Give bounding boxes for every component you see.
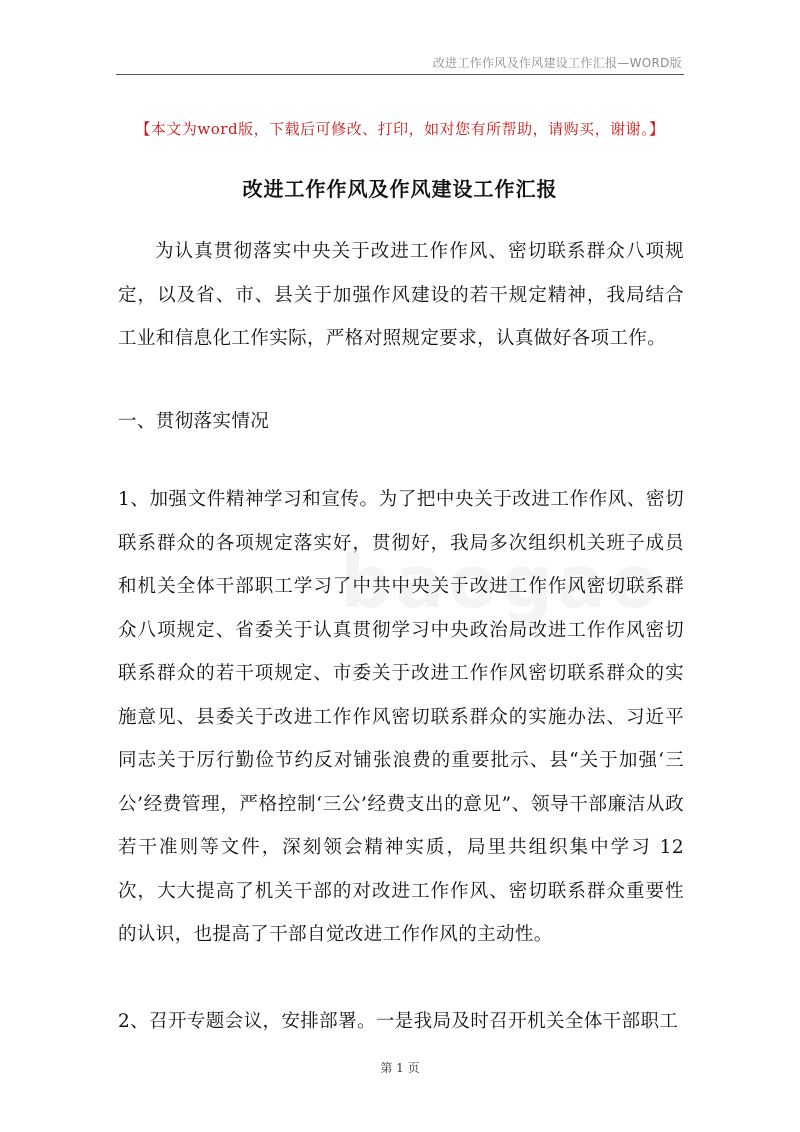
running-header: 改进工作作风及作风建设工作汇报—WORD版 (432, 56, 682, 70)
item-2-paragraph: 2、召开专题会议，安排部署。一是我局及时召开机关全体干部职工 (118, 1011, 679, 1032)
item-1-paragraph: 1、加强文件精神学习和宣传。为了把中央关于改进工作作风、密切联系群众的各项规定落实好，贯彻好，我局多次组织机关班子成员和机关全体干部职工学习了中共中央关于改进工作作风密切联系群众八项规定、省委关于认真贯彻学习中央政治局改进工作作风密切联系群众的若干项规定、市委关于改进工作作风密切联系群众的实施意见、县委关于改进工作作风密切联系群众的实施办法、习近平同志关于厉行勤俭节约反对铺张浪费的重要批示、县“关于加强‘三公’经费管理，严格控制‘三公’经费支出的意见”、领导干部廉洁从政若干准则等文件，深刻领会精神实质，局里共组织集中学习 12 次，大大提高了机关干部的对改进工作作风、密切联系群众重要性的认识，也提高了干部自觉改进工作作风的主动性。 (118, 489, 684, 945)
header-divider (116, 74, 684, 75)
section-heading: 一、贯彻落实情况 (118, 411, 270, 432)
purchase-notice: 【本文为word版，下载后可修改、打印，如对您有所帮助，请购买，谢谢。】 (135, 120, 665, 138)
watermark (340, 540, 663, 624)
intro-paragraph: 为认真贯彻落实中央关于改进工作作风、密切联系群众八项规定，以及省、市、县关于加强作风建设的若干规定精神，我局结合工业和信息化工作实际，严格对照规定要求，认真做好各项工作。 (118, 241, 684, 349)
page-number: 第 1 页 (380, 1061, 420, 1075)
document-title: 改进工作作风及作风建设工作汇报 (242, 177, 558, 201)
